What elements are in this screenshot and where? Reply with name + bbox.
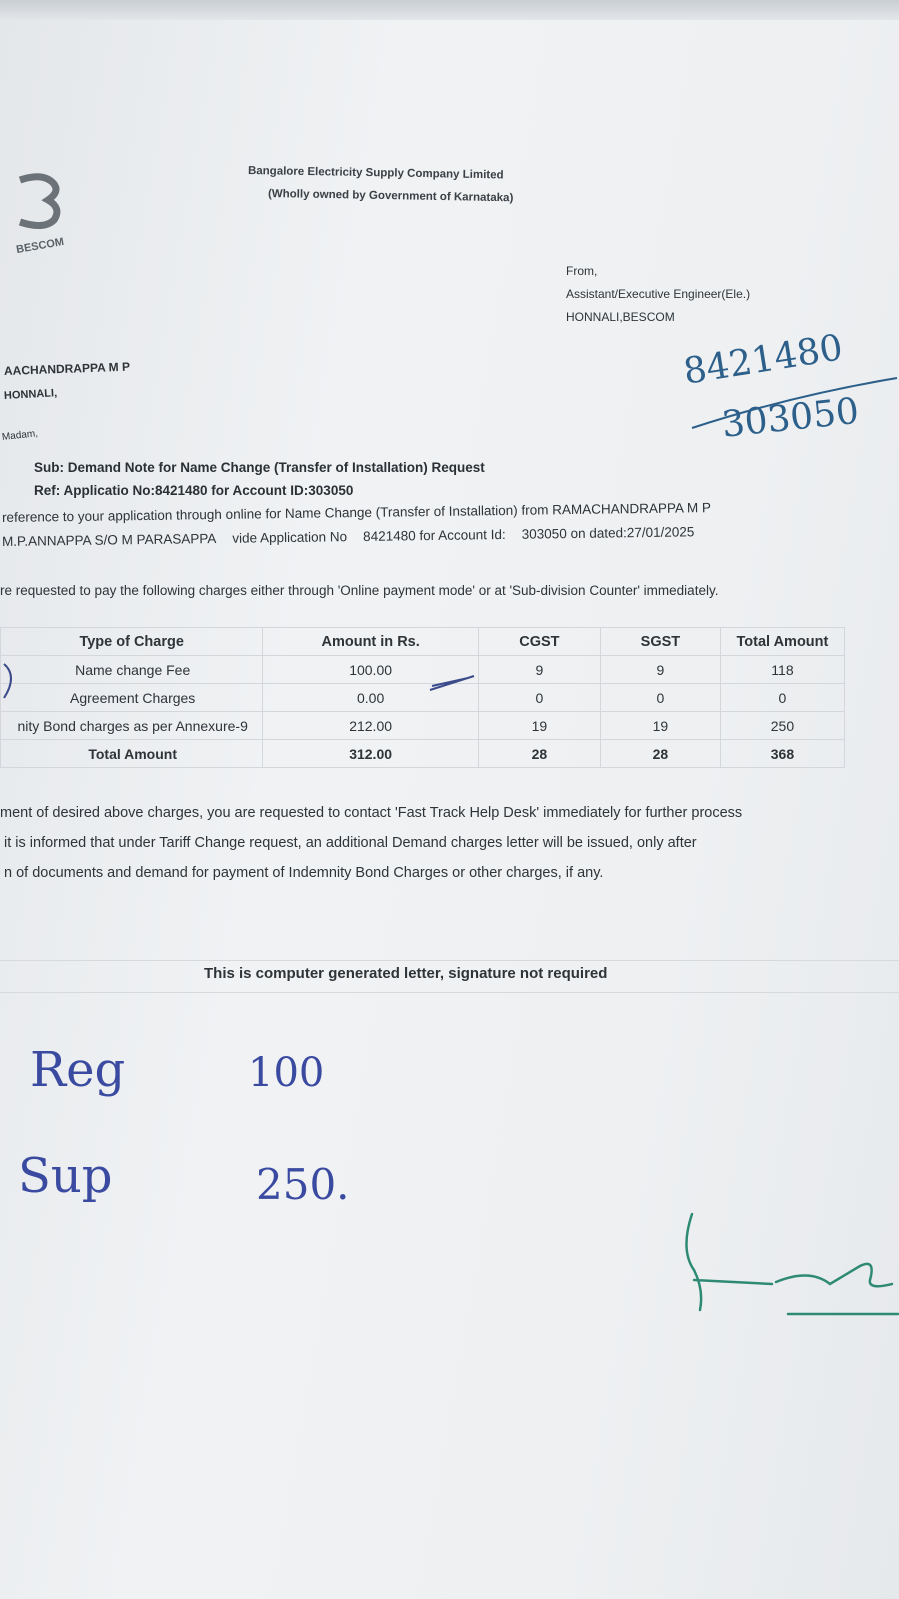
header-type: Type of Charge <box>1 628 263 656</box>
body-line-2-name: M.P.ANNAPPA S/O M PARASAPPA <box>1 531 217 549</box>
from-label: From, <box>566 264 598 278</box>
top-edge-shadow <box>0 0 899 20</box>
company-ownership: (Wholly owned by Government of Karnataka) <box>267 188 514 205</box>
charges-table <box>0 627 845 768</box>
handwritten-sup-value: 250. <box>256 1160 350 1209</box>
note-line-1: ment of desired above charges, you are requested to contact 'Fast Track Help Desk' immediately for further process <box>0 805 743 821</box>
recipient-place: HONNALI, <box>3 387 58 402</box>
table-header-row <box>1 628 845 656</box>
body-line-2-app-no: 8421480 for Account Id: <box>363 526 506 544</box>
circled-mark <box>0 662 20 702</box>
body-line-2-account: 303050 on dated:27/01/2025 <box>521 524 695 542</box>
reference-line: Ref: Applicatio No:8421480 for Account ID:303050 <box>34 483 354 498</box>
recipient-name: AACHANDRAPPA M P <box>3 359 131 378</box>
from-office: HONNALI,BESCOM <box>566 310 675 324</box>
handwritten-reg-value: 100 <box>248 1050 325 1096</box>
company-name: Bangalore Electricity Supply Company Limited <box>247 165 504 182</box>
cell-total: 250 <box>720 712 844 740</box>
handwritten-sup-label: Sup <box>18 1148 113 1204</box>
cell-type: Total Amount <box>1 740 263 768</box>
cell-cgst: 19 <box>478 712 600 740</box>
handwritten-reg-label: Reg <box>30 1042 126 1098</box>
note-line-3: n of documents and demand for payment of Indemnity Bond Charges or other charges, if any. <box>4 865 604 881</box>
cell-cgst: 0 <box>478 684 600 712</box>
cell-type: Agreement Charges <box>1 684 263 712</box>
handwritten-app-no: 8421480 <box>680 327 846 393</box>
header-total: Total Amount <box>720 628 844 656</box>
table-row <box>1 712 845 740</box>
table-row <box>1 684 845 712</box>
subject-line: Sub: Demand Note for Name Change (Transfer of Installation) Request <box>34 460 485 475</box>
cell-amount: 212.00 <box>263 712 479 740</box>
logo-text: BESCOM <box>15 235 65 257</box>
cell-amount: 312.00 <box>263 740 479 768</box>
bescom-logo-icon <box>14 170 66 230</box>
cell-amount: 100.00 <box>263 656 479 684</box>
from-designation: Assistant/Executive Engineer(Ele.) <box>566 287 751 301</box>
cell-type: nity Bond charges as per Annexure-9 <box>1 712 263 740</box>
divider <box>0 992 899 993</box>
cell-total: 118 <box>720 656 844 684</box>
header-cgst: CGST <box>478 628 600 656</box>
header-sgst: SGST <box>600 628 720 656</box>
salutation: Madam, <box>1 428 39 443</box>
cell-cgst: 9 <box>478 656 600 684</box>
cell-sgst: 28 <box>600 740 720 768</box>
table-row <box>1 656 845 684</box>
cell-amount: 0.00 <box>263 684 479 712</box>
divider <box>0 960 899 961</box>
footer-note: This is computer generated letter, signature not required <box>204 965 608 982</box>
cell-cgst: 28 <box>478 740 600 768</box>
handwritten-account: 303050 <box>719 390 861 446</box>
cell-sgst: 9 <box>600 656 720 684</box>
cell-sgst: 19 <box>600 712 720 740</box>
cell-sgst: 0 <box>600 684 720 712</box>
cell-total: 0 <box>720 684 844 712</box>
body-line-2-app-label: vide Application No <box>232 529 348 546</box>
tick-mark <box>428 672 478 694</box>
cell-type: Name change Fee <box>1 656 263 684</box>
signature-scribble <box>680 1210 899 1320</box>
header-amount: Amount in Rs. <box>263 628 479 656</box>
body-line-2 <box>2 524 695 549</box>
table-total-row <box>1 740 845 768</box>
cell-total: 368 <box>720 740 844 768</box>
body-line-3: re requested to pay the following charges either through 'Online payment mode' or at 'Sub-division Counter' immediately. <box>0 583 719 598</box>
note-line-2: it is informed that under Tariff Change request, an additional Demand charges letter will be issued, only after <box>4 835 697 851</box>
body-line-1: reference to your application through online for Name Change (Transfer of Installation) from RAMACHANDRAPPA M P <box>1 500 712 525</box>
